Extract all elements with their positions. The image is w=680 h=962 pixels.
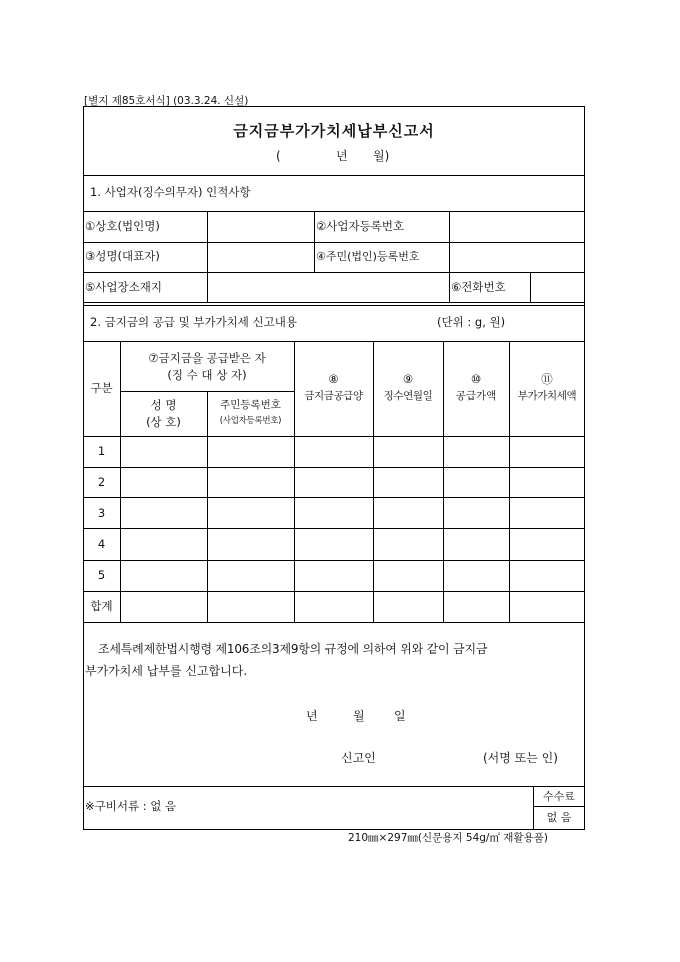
row-label: 1 [97, 444, 106, 458]
col10-number: ⑩ [470, 372, 482, 386]
col11-number: ⑪ [541, 372, 553, 386]
name-subheader: (상 호) [146, 415, 181, 429]
rule [83, 786, 585, 787]
rule [83, 302, 585, 303]
col10-header: 공급가액 [455, 390, 497, 402]
representative-label: ③성명(대표자) [85, 249, 160, 263]
section2-heading: 2. 금지금의 공급 및 부가가치세 신고내용 [90, 315, 297, 329]
date-month: 월 [353, 709, 365, 723]
rule [314, 211, 315, 272]
period-open: ( [276, 149, 281, 163]
total-row-label: 합계 [90, 599, 113, 613]
rule [120, 341, 121, 622]
unit-label: (단위 : g, 원) [437, 315, 506, 329]
row-label: 4 [97, 537, 106, 551]
rule [83, 175, 585, 176]
col8-number: ⑧ [328, 372, 339, 386]
form-reference: [별지 제85호서식] (03.3.24. 신설) [84, 95, 249, 107]
declaration-line2: 부가가치세 납부를 신고합니다. [85, 664, 248, 678]
date-day: 일 [394, 709, 406, 723]
rule [207, 211, 208, 272]
address-label: ⑤사업장소재지 [85, 280, 162, 294]
rule [449, 272, 450, 302]
business-reg-no-label: ②사업자등록번호 [316, 219, 405, 233]
attachments-note: ※구비서류 : 없 음 [85, 799, 177, 813]
id-header: 주민등록번호 [220, 399, 281, 411]
rule [83, 242, 585, 243]
col9-header: 징수연월일 [383, 390, 433, 402]
period-month: 월) [373, 149, 390, 163]
name-header: 성 명 [150, 398, 177, 412]
row-label: 3 [97, 506, 106, 520]
rule [83, 305, 585, 306]
rule [533, 806, 585, 807]
section1-heading: 1. 사업자(징수의무자) 인적사항 [90, 185, 251, 199]
col8-header: 금지금공급양 [304, 390, 363, 402]
phone-label: ⑥전화번호 [451, 280, 506, 294]
declarant-label: 신고인 [341, 751, 376, 765]
fee-value: 없 음 [546, 811, 572, 824]
col11-header: 부가가치세액 [517, 390, 577, 402]
category-header: 구분 [90, 381, 113, 395]
id-subheader: (사업자등록번호) [219, 416, 282, 426]
business-name-label: ①상호(법인명) [85, 219, 160, 233]
paper-spec: 210㎜×297㎜(신문용지 54g/㎡ 재활용품) [348, 832, 548, 844]
fee-label: 수수료 [543, 790, 575, 803]
rule [83, 211, 585, 212]
rule [207, 391, 208, 622]
signature-label: (서명 또는 인) [483, 751, 558, 765]
form-title: 금지금부가가치세납부신고서 [233, 122, 435, 140]
row-label: 2 [97, 475, 106, 489]
period-year: 년 [336, 149, 348, 163]
date-year: 년 [306, 709, 318, 723]
recipient-header: ⑦금지금을 공급받은 자 [148, 351, 266, 365]
rule [207, 272, 208, 302]
resident-reg-no-label: ④주민(법인)등록번호 [316, 250, 420, 263]
rule [530, 272, 531, 302]
rule [83, 272, 585, 273]
col9-number: ⑨ [402, 372, 414, 386]
declaration-line1: 조세특례제한법시행령 제106조의3제9항의 규정에 의하여 위와 같이 금지금 [98, 642, 488, 656]
row-label: 5 [97, 568, 106, 582]
recipient-subheader: (징 수 대 상 자) [167, 368, 247, 382]
rule [83, 622, 585, 623]
rule [449, 211, 450, 272]
